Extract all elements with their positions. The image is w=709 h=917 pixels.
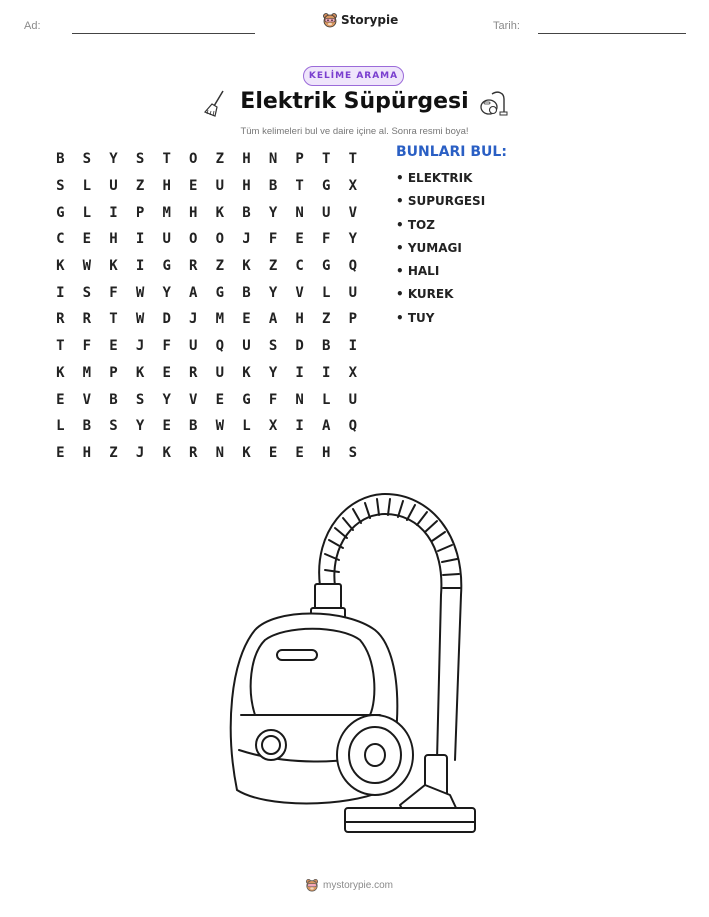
grid-letter[interactable]: H: [242, 178, 251, 195]
grid-letter[interactable]: B: [322, 338, 331, 355]
grid-letter[interactable]: B: [82, 418, 92, 435]
date-label: Tarih:: [493, 20, 520, 32]
grid-letter[interactable]: G: [56, 204, 65, 221]
word-search-grid: [47, 146, 366, 466]
grid-letter[interactable]: S: [109, 418, 118, 435]
grid-row: [47, 413, 366, 440]
grid-letter[interactable]: N: [215, 444, 225, 461]
grid-row: [47, 199, 366, 226]
grid-letter[interactable]: X: [268, 418, 278, 435]
find-list-title: BUNLARI BUL:: [396, 144, 507, 160]
grid-letter[interactable]: P: [348, 311, 358, 328]
grid-letter[interactable]: F: [162, 338, 171, 355]
grid-letter[interactable]: W: [82, 258, 92, 275]
grid-letter[interactable]: H: [295, 311, 304, 328]
grid-letter[interactable]: K: [109, 258, 118, 275]
date-line: [538, 33, 686, 34]
grid-letter[interactable]: F: [109, 284, 118, 301]
grid-letter[interactable]: B: [242, 204, 251, 221]
grid-letter[interactable]: T: [322, 151, 331, 168]
grid-letter[interactable]: G: [215, 284, 225, 301]
grid-letter[interactable]: I: [109, 204, 118, 221]
grid-letter[interactable]: E: [56, 391, 65, 408]
grid-letter[interactable]: M: [215, 311, 225, 328]
grid-letter[interactable]: X: [348, 364, 358, 381]
grid-row: [47, 306, 366, 333]
grid-letter[interactable]: C: [56, 231, 65, 248]
grid-letter[interactable]: H: [82, 444, 92, 461]
grid-letter[interactable]: O: [189, 151, 198, 168]
grid-letter[interactable]: K: [242, 258, 251, 275]
grid-letter[interactable]: R: [189, 444, 198, 461]
grid-letter[interactable]: J: [242, 231, 251, 248]
grid-letter[interactable]: J: [135, 444, 145, 461]
grid-letter[interactable]: I: [295, 364, 304, 381]
grid-letter[interactable]: F: [268, 391, 278, 408]
grid-letter[interactable]: T: [295, 178, 304, 195]
grid-letter[interactable]: U: [215, 178, 225, 195]
vacuum-icon: [478, 90, 508, 118]
grid-letter[interactable]: K: [215, 204, 225, 221]
grid-row: [47, 333, 366, 360]
grid-letter[interactable]: L: [322, 284, 331, 301]
word-item: • YUMAGI: [396, 240, 462, 255]
grid-letter[interactable]: K: [162, 444, 171, 461]
grid-letter[interactable]: Y: [268, 284, 278, 301]
grid-letter[interactable]: H: [242, 151, 251, 168]
grid-letter[interactable]: L: [56, 418, 65, 435]
grid-letter[interactable]: P: [109, 364, 118, 381]
grid-letter[interactable]: K: [135, 364, 145, 381]
footer: [305, 878, 393, 892]
grid-letter[interactable]: S: [135, 391, 145, 408]
grid-letter[interactable]: U: [322, 204, 331, 221]
grid-row: [47, 440, 366, 467]
grid-letter[interactable]: Q: [348, 258, 358, 275]
grid-letter[interactable]: Y: [162, 391, 171, 408]
grid-letter[interactable]: R: [189, 258, 198, 275]
grid-letter[interactable]: I: [135, 258, 145, 275]
grid-letter[interactable]: K: [56, 364, 65, 381]
name-label: Ad:: [24, 20, 41, 32]
grid-letter[interactable]: I: [322, 364, 331, 381]
grid-letter[interactable]: K: [242, 364, 251, 381]
grid-letter[interactable]: E: [189, 178, 198, 195]
grid-row: [47, 173, 366, 200]
grid-letter[interactable]: P: [135, 204, 145, 221]
grid-letter[interactable]: Z: [268, 258, 278, 275]
grid-row: [47, 253, 366, 280]
grid-letter[interactable]: V: [189, 391, 198, 408]
grid-letter[interactable]: K: [242, 444, 251, 461]
grid-letter[interactable]: V: [295, 284, 304, 301]
grid-letter[interactable]: E: [268, 444, 278, 461]
grid-letter[interactable]: B: [109, 391, 118, 408]
grid-letter[interactable]: U: [109, 178, 118, 195]
grid-letter[interactable]: N: [268, 151, 278, 168]
grid-letter[interactable]: Z: [322, 311, 331, 328]
grid-letter[interactable]: J: [189, 311, 198, 328]
grid-letter[interactable]: B: [268, 178, 278, 195]
grid-letter[interactable]: C: [295, 258, 304, 275]
word-list: [396, 171, 485, 334]
grid-letter[interactable]: L: [82, 178, 92, 195]
word-item: • TUY: [396, 310, 435, 325]
grid-letter[interactable]: Z: [215, 151, 225, 168]
grid-letter[interactable]: V: [82, 391, 92, 408]
grid-letter[interactable]: S: [268, 338, 278, 355]
grid-letter[interactable]: Y: [109, 151, 118, 168]
grid-letter[interactable]: A: [268, 311, 278, 328]
grid-letter[interactable]: M: [162, 204, 171, 221]
grid-letter[interactable]: A: [322, 418, 331, 435]
bear-logo-icon: [305, 878, 319, 892]
grid-letter[interactable]: U: [162, 231, 171, 248]
bear-logo-icon: [322, 12, 338, 28]
grid-letter[interactable]: P: [295, 151, 304, 168]
grid-letter[interactable]: E: [56, 444, 65, 461]
vacuum-cleaner-illustration: [225, 490, 485, 855]
grid-letter[interactable]: Z: [135, 178, 145, 195]
grid-letter[interactable]: H: [189, 204, 198, 221]
grid-row: [47, 146, 366, 173]
grid-letter[interactable]: R: [82, 311, 92, 328]
grid-letter[interactable]: R: [189, 364, 198, 381]
grid-letter[interactable]: I: [56, 284, 65, 301]
grid-letter[interactable]: N: [295, 391, 304, 408]
grid-letter[interactable]: U: [215, 364, 225, 381]
grid-letter[interactable]: D: [295, 338, 304, 355]
grid-letter[interactable]: J: [135, 338, 145, 355]
grid-row: [47, 226, 366, 253]
grid-letter[interactable]: Z: [215, 258, 225, 275]
grid-letter[interactable]: U: [348, 391, 358, 408]
grid-letter[interactable]: H: [109, 231, 118, 248]
grid-letter[interactable]: Z: [109, 444, 118, 461]
grid-letter[interactable]: T: [162, 151, 171, 168]
grid-letter[interactable]: H: [162, 178, 171, 195]
grid-letter[interactable]: U: [242, 338, 251, 355]
grid-letter[interactable]: W: [215, 418, 225, 435]
grid-letter[interactable]: Y: [135, 418, 145, 435]
grid-letter[interactable]: V: [348, 204, 358, 221]
activity-badge: KELİME ARAMA: [303, 66, 404, 86]
grid-letter[interactable]: S: [56, 178, 65, 195]
footer-url: mystorypie.com: [323, 879, 394, 891]
grid-letter[interactable]: F: [268, 231, 278, 248]
grid-row: [47, 360, 366, 387]
grid-letter[interactable]: M: [82, 364, 92, 381]
grid-letter[interactable]: O: [215, 231, 225, 248]
grid-letter[interactable]: S: [135, 151, 145, 168]
grid-letter[interactable]: B: [189, 418, 198, 435]
grid-letter[interactable]: E: [162, 418, 171, 435]
grid-letter[interactable]: F: [82, 338, 92, 355]
grid-letter[interactable]: E: [162, 364, 171, 381]
grid-letter[interactable]: Y: [348, 231, 358, 248]
grid-letter[interactable]: B: [56, 151, 65, 168]
grid-letter[interactable]: T: [109, 311, 118, 328]
grid-letter[interactable]: G: [242, 391, 251, 408]
grid-letter[interactable]: Y: [268, 364, 278, 381]
grid-letter[interactable]: W: [135, 311, 145, 328]
grid-letter[interactable]: A: [189, 284, 198, 301]
grid-letter[interactable]: I: [348, 338, 358, 355]
grid-letter[interactable]: U: [189, 338, 198, 355]
grid-letter[interactable]: O: [189, 231, 198, 248]
grid-letter[interactable]: E: [295, 444, 304, 461]
grid-letter[interactable]: L: [82, 204, 92, 221]
word-item: • KUREK: [396, 287, 454, 302]
grid-letter[interactable]: I: [135, 231, 145, 248]
grid-letter[interactable]: K: [56, 258, 65, 275]
name-line: [72, 33, 255, 34]
grid-letter[interactable]: U: [348, 284, 358, 301]
grid-letter[interactable]: Y: [162, 284, 171, 301]
word-item: • SUPURGESI: [396, 194, 486, 209]
grid-row: [47, 386, 366, 413]
grid-letter[interactable]: W: [135, 284, 145, 301]
grid-letter[interactable]: Y: [268, 204, 278, 221]
grid-letter[interactable]: E: [109, 338, 118, 355]
grid-letter[interactable]: L: [322, 391, 331, 408]
grid-letter[interactable]: X: [348, 178, 358, 195]
word-item: • HALI: [396, 264, 440, 279]
grid-letter[interactable]: E: [295, 231, 304, 248]
grid-letter[interactable]: H: [322, 444, 331, 461]
grid-letter[interactable]: G: [322, 178, 331, 195]
instructions: Tüm kelimeleri bul ve daire içine al. Sonra resmi boya!: [240, 126, 469, 137]
word-item: • TOZ: [396, 217, 435, 232]
grid-letter[interactable]: T: [348, 151, 358, 168]
grid-letter[interactable]: G: [162, 258, 171, 275]
grid-letter[interactable]: S: [348, 444, 358, 461]
grid-letter[interactable]: B: [242, 284, 251, 301]
grid-letter[interactable]: L: [242, 418, 251, 435]
grid-letter[interactable]: T: [56, 338, 65, 355]
grid-letter[interactable]: N: [295, 204, 304, 221]
grid-letter[interactable]: E: [215, 391, 225, 408]
grid-letter[interactable]: R: [56, 311, 65, 328]
grid-letter[interactable]: S: [82, 151, 92, 168]
grid-row: [47, 279, 366, 306]
grid-letter[interactable]: E: [242, 311, 251, 328]
page-title: Elektrik Süpürgesi: [240, 89, 469, 114]
brand-name: Storypie: [341, 13, 399, 27]
grid-letter[interactable]: I: [295, 418, 304, 435]
word-item: • ELEKTRIK: [396, 171, 473, 185]
grid-letter[interactable]: Q: [348, 418, 358, 435]
brand-logo: [322, 12, 398, 28]
grid-letter[interactable]: E: [82, 231, 92, 248]
grid-letter[interactable]: Q: [215, 338, 225, 355]
grid-letter[interactable]: G: [322, 258, 331, 275]
grid-letter[interactable]: F: [322, 231, 331, 248]
grid-letter[interactable]: S: [82, 284, 92, 301]
grid-letter[interactable]: D: [162, 311, 171, 328]
